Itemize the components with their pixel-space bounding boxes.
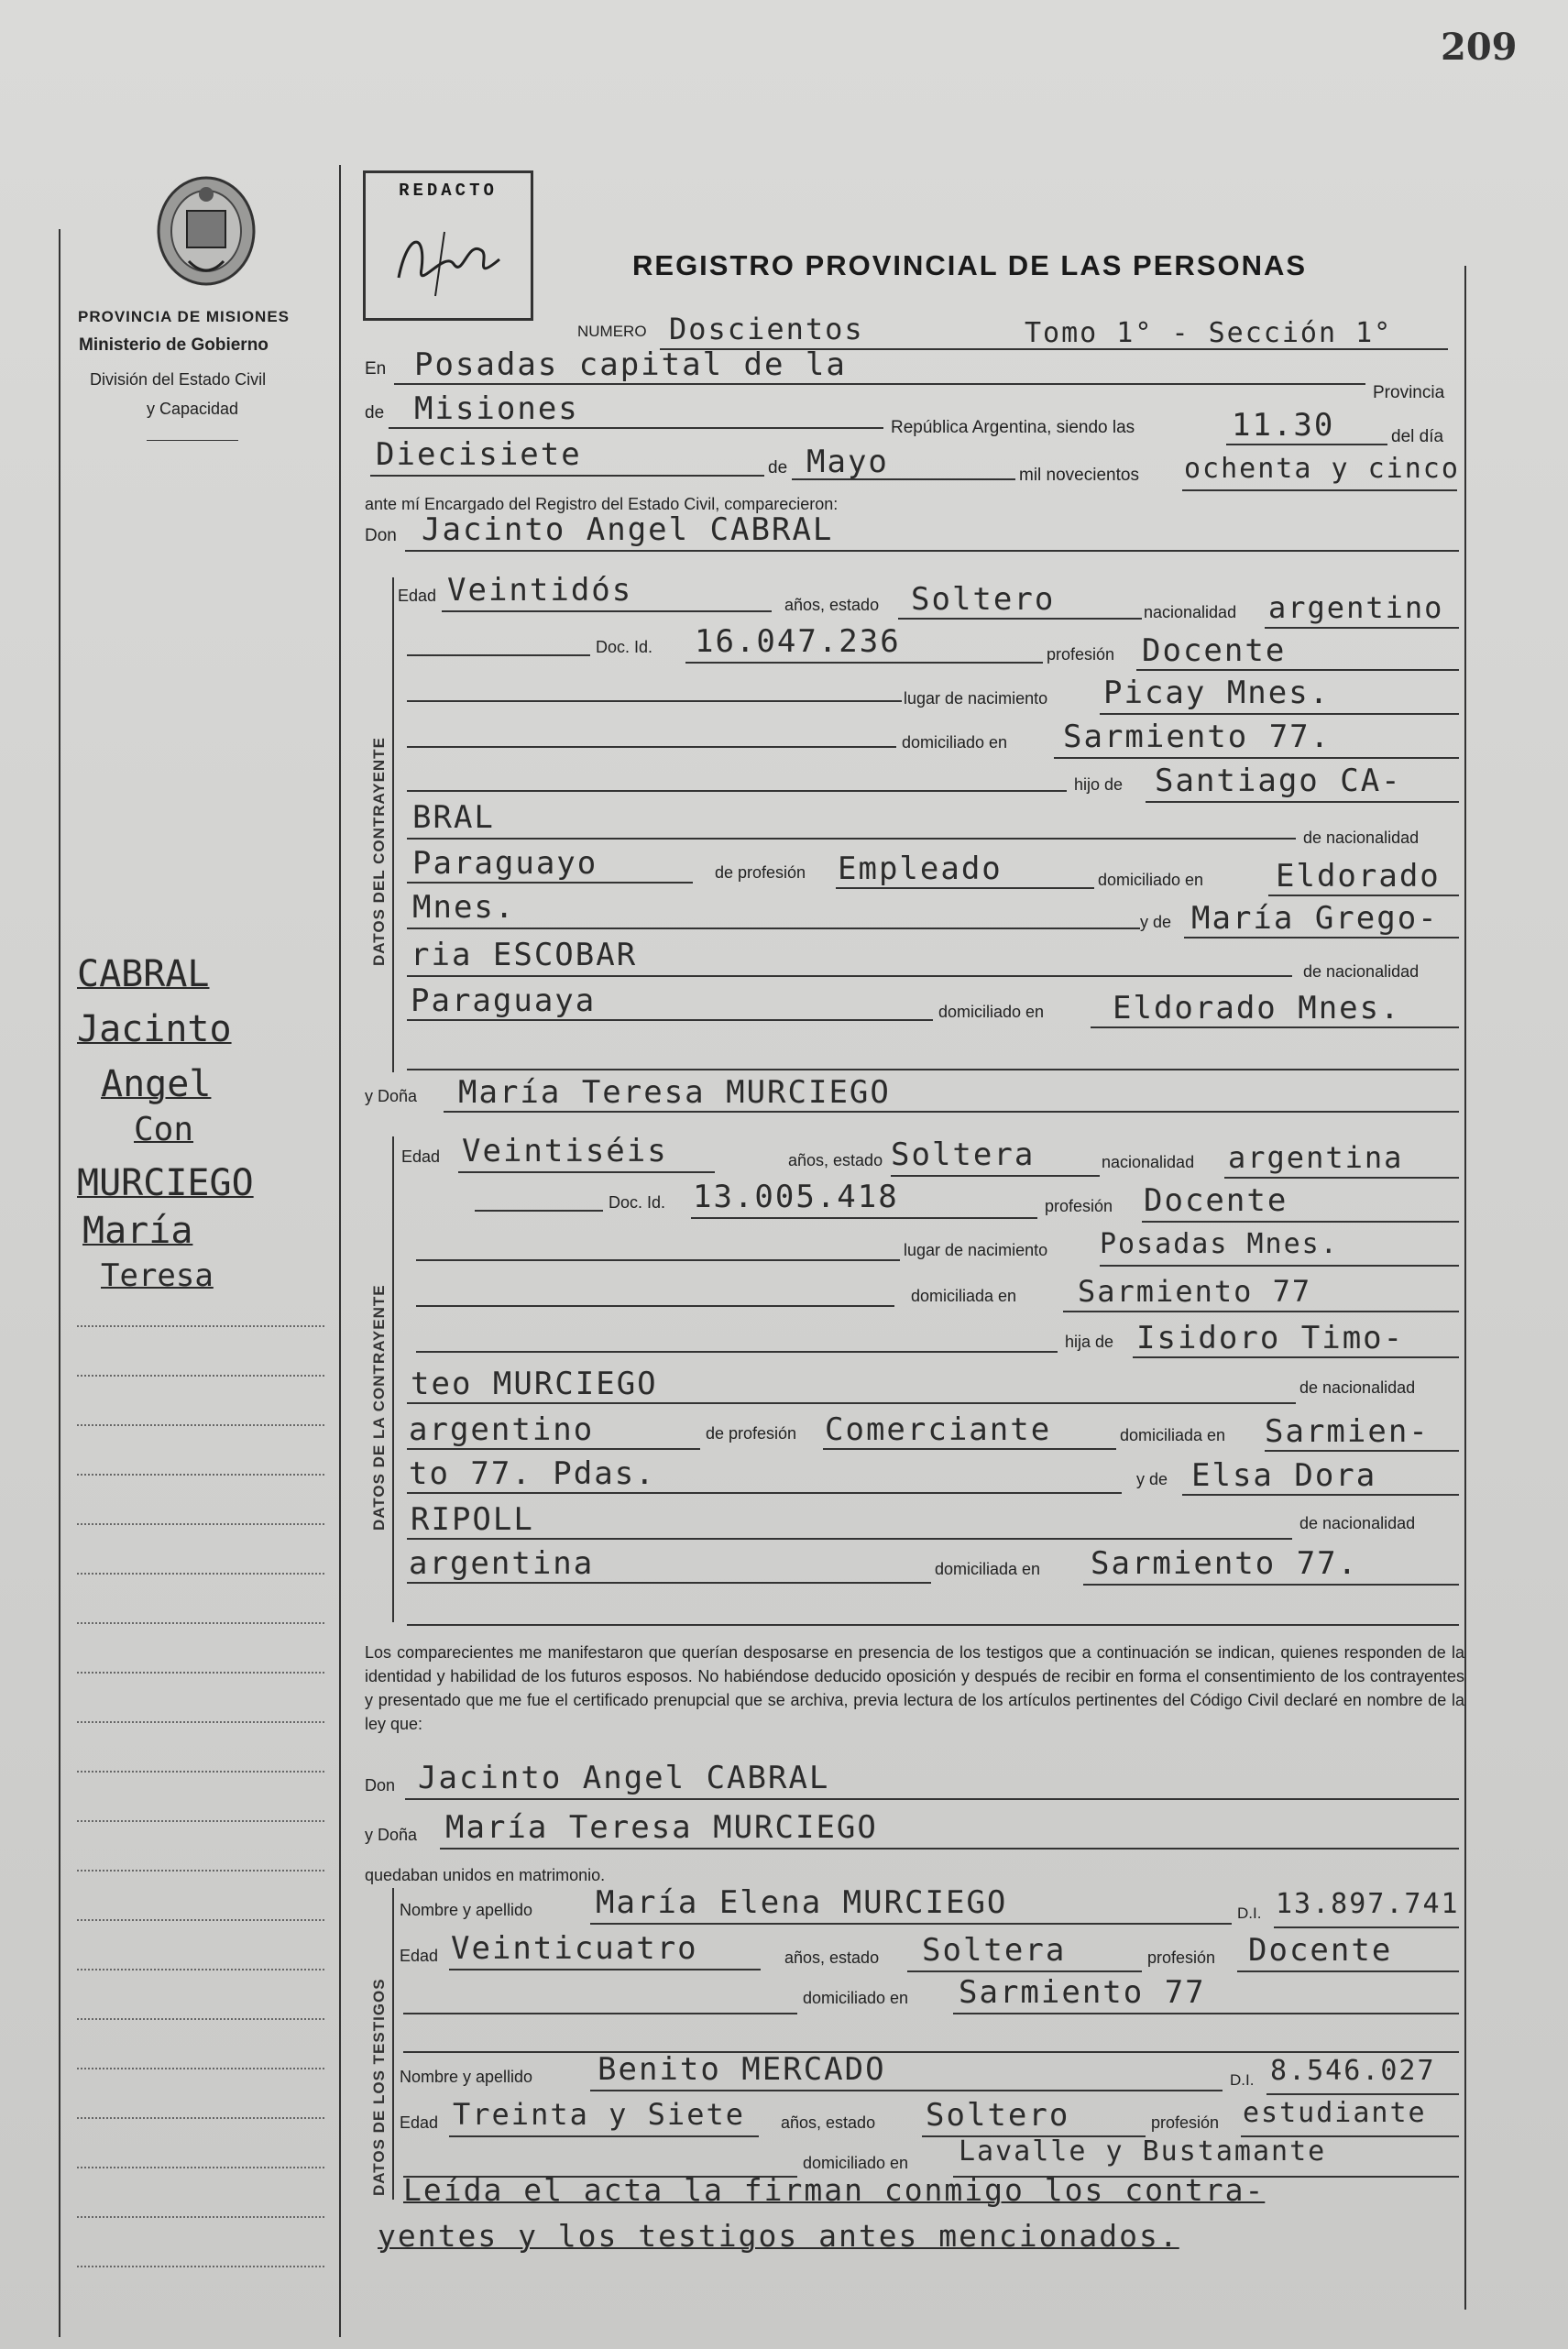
side-label-contrayente: DATOS DEL CONTRAYENTE [370, 737, 388, 966]
redacto-stamp [363, 170, 533, 321]
redacto-signature [380, 214, 514, 305]
f-lugar-label: lugar de nacimiento [904, 1241, 1048, 1259]
en-line [394, 383, 1365, 385]
contrayenta-bracket [392, 1136, 394, 1622]
de-mes-label: de [768, 458, 788, 477]
t2-di-line [1266, 2093, 1459, 2095]
c-nac-label: nacionalidad [1144, 603, 1237, 621]
margin-dotted-line [77, 1622, 324, 1624]
margin-dotted-line [77, 1573, 324, 1575]
margin-dotted-line [77, 1375, 324, 1377]
margin-dotted-line [77, 2216, 324, 2218]
margin-note-1: CABRAL [77, 953, 210, 995]
f-dom-label: domiciliada en [911, 1287, 1017, 1305]
margin-dotted-line [77, 2117, 324, 2119]
f-lugar-value: Posadas Mnes. [1100, 1228, 1339, 1260]
hora-value: 11.30 [1232, 407, 1335, 444]
c-doc-line [685, 662, 1043, 664]
f-nac-label: nacionalidad [1102, 1153, 1195, 1171]
c-lugar-value: Picay Mnes. [1103, 675, 1331, 711]
c-lugar-line [1100, 713, 1459, 715]
t1-di-label: D.I. [1237, 1904, 1262, 1922]
provincia-value: Misiones [414, 390, 579, 427]
margin-note-3: Angel [101, 1063, 212, 1105]
c-dom-value: Sarmiento 77. [1063, 719, 1332, 755]
f-madre-2-line [407, 1538, 1292, 1540]
en-label: En [365, 359, 387, 379]
y-dona-value: María Teresa MURCIEGO [458, 1074, 891, 1111]
en-value: Posadas capital de la [414, 346, 847, 383]
f-madre-dom-value: Sarmiento 77. [1091, 1545, 1359, 1582]
contrayente-bracket [392, 577, 394, 1072]
f-dom-lead-line [416, 1305, 894, 1307]
c-padre-2-line [407, 838, 1296, 840]
margin-border-right [339, 165, 341, 2337]
c-edad-label: Edad [398, 587, 437, 605]
union-don-line [405, 1798, 1459, 1800]
f-padre-dom-1-value: Sarmien- [1265, 1413, 1430, 1450]
f-hija-line [1133, 1356, 1459, 1358]
y-dona-line [444, 1111, 1459, 1113]
closing-line-2: yentes y los testigos antes mencionados. [378, 2218, 1179, 2254]
f-madre-dom-line [1083, 1584, 1459, 1586]
f-madre-line [1182, 1494, 1459, 1496]
coat-of-arms-seal [152, 174, 260, 293]
c-estado-label: años, estado [784, 596, 880, 614]
c-padre-dom-line [1268, 895, 1459, 896]
ministry-heading: Ministerio de Gobierno [79, 335, 269, 355]
provincia-label: Provincia [1373, 383, 1445, 402]
mil-novecientos-label: mil novecientos [1019, 466, 1139, 485]
t1-estado-label: años, estado [784, 1948, 880, 1967]
margin-dotted-line [77, 1820, 324, 1822]
dia-line [370, 475, 764, 477]
t1-dom-line [953, 2013, 1459, 2014]
union-dona-line [440, 1848, 1459, 1850]
division-heading-1: División del Estado Civil [90, 370, 267, 389]
t1-estado-line [907, 1970, 1142, 1972]
c-doc-lead-line [407, 654, 590, 656]
c-madre-1-value: María Grego- [1191, 900, 1439, 937]
province-heading: PROVINCIA DE MISIONES [78, 308, 291, 325]
division-heading-2: y Capacidad [147, 400, 239, 418]
c-estado-value: Soltero [911, 581, 1056, 618]
t1-edad-label: Edad [400, 1947, 439, 1965]
f-padre-dom-2-value: to 77. Pdas. [409, 1455, 656, 1492]
margin-dotted-line [77, 1325, 324, 1327]
f-padre-prof-label: de profesión [706, 1424, 797, 1443]
t2-di-label: D.I. [1230, 2071, 1255, 2089]
c-lugar-lead-line [407, 700, 902, 702]
c-padre-prof-label: de profesión [715, 863, 806, 882]
margin-note-5: MURCIEGO [77, 1162, 254, 1204]
c-madre-nac-line [407, 1019, 933, 1021]
c-madre-line [1184, 937, 1459, 939]
f-edad-line [458, 1171, 715, 1173]
margin-dotted-line [77, 1474, 324, 1476]
margin-dotted-line [77, 1870, 324, 1872]
dia-value: Diecisiete [376, 436, 582, 473]
t2-nombre-value: Benito MERCADO [598, 2051, 886, 2088]
f-nac-value: argentina [1228, 1140, 1404, 1175]
f-dom-line [1063, 1311, 1459, 1312]
f-padre-nac-label: de nacionalidad [1299, 1378, 1416, 1397]
t2-edad-line [449, 2135, 759, 2137]
margin-dotted-line [77, 2266, 324, 2267]
page-number: 209 [1441, 26, 1518, 69]
f-y-de-label: y de [1136, 1470, 1168, 1488]
t2-di-value: 8.546.027 [1270, 2055, 1436, 2087]
don-line [405, 550, 1459, 552]
t2-estado-label: años, estado [781, 2113, 876, 2132]
margin-dotted-line [77, 2167, 324, 2168]
margin-dotted-line [77, 1424, 324, 1426]
c-madre-2-line [407, 975, 1292, 977]
union-don-label: Don [365, 1776, 396, 1795]
f-edad-value: Veintiséis [462, 1133, 668, 1169]
union-don-value: Jacinto Angel CABRAL [418, 1760, 830, 1796]
t2-nombre-line [590, 2090, 1223, 2091]
t2-estado-value: Soltero [926, 2097, 1070, 2134]
numero-label: NUMERO [577, 323, 647, 340]
f-blank-line [407, 1624, 1459, 1626]
f-madre-dom-label: domiciliada en [935, 1560, 1041, 1578]
c-doc-value: 16.047.236 [695, 623, 901, 660]
margin-note-6: María [82, 1210, 193, 1252]
margin-dotted-line [77, 2068, 324, 2069]
side-label-testigos: DATOS DE LOS TESTIGOS [370, 1978, 388, 2196]
margin-dotted-line [77, 1721, 324, 1723]
f-estado-label: años, estado [788, 1151, 883, 1169]
form-border-right [1464, 266, 1466, 2310]
union-dona-label: y Doña [365, 1826, 418, 1844]
don-label: Don [365, 526, 397, 545]
page-title: REGISTRO PROVINCIAL DE LAS PERSONAS [632, 249, 1308, 281]
t1-nombre-value: María Elena MURCIEGO [596, 1884, 1008, 1921]
c-dom-label: domiciliado en [902, 733, 1008, 752]
margin-dotted-line [77, 1771, 324, 1773]
margin-dotted-line [77, 2018, 324, 2020]
c-edad-value: Veintidós [447, 572, 633, 609]
don-value: Jacinto Angel CABRAL [422, 511, 834, 548]
c-edad-line [442, 610, 772, 612]
union-dona-value: María Teresa MURCIEGO [445, 1809, 878, 1846]
c-prof-line [1136, 669, 1459, 671]
c-hijo-line [1146, 801, 1459, 803]
c-madre-dom-label: domiciliado en [938, 1003, 1045, 1021]
c-padre-dom-2-line [407, 928, 1140, 929]
t1-dom-label: domiciliado en [803, 1989, 909, 2007]
margin-note-4: Con [134, 1111, 194, 1148]
c-padre-prof-value: Empleado [838, 851, 1003, 887]
f-prof-line [1142, 1221, 1459, 1223]
c-madre-dom-value: Eldorado Mnes. [1113, 990, 1401, 1026]
f-padre-dom-2-line [407, 1492, 1122, 1494]
f-estado-line [891, 1175, 1100, 1177]
c-prof-value: Docente [1142, 632, 1287, 669]
c-padre-nac-line [407, 882, 693, 884]
margin-note-2: Jacinto [77, 1008, 232, 1050]
c-lugar-label: lugar de nacimiento [904, 689, 1048, 708]
t2-edad-value: Treinta y Siete [453, 2097, 745, 2132]
f-edad-label: Edad [401, 1147, 441, 1166]
c-dom-line [1054, 757, 1459, 759]
f-doc-line [691, 1217, 1037, 1219]
t2-dom-value: Lavalle y Bustamante [959, 2135, 1327, 2168]
ante-mi-text: ante mí Encargado del Registro del Estado Civil, comparecieron: [365, 495, 839, 513]
t1-nombre-label: Nombre y apellido [400, 1901, 533, 1919]
c-madre-nac-label: de nacionalidad [1303, 962, 1420, 981]
declaration-paragraph: Los comparecientes me manifestaron que querían desposarse en presencia de los testigos que a continuación se indican, quienes responden de la identidad y habilidad de los futuros esposos. No habiéndose deducido oposición y después de recibir en forma el consentimiento de los contrayentes y presentado que me fue el certificado prenupcial que se archiva, previa lectura de los artículos pertinentes del Código Civil declaré en nombre de la ley que: [365, 1643, 1464, 1733]
t1-edad-line [449, 1969, 761, 1970]
f-madre-nac-label: de nacionalidad [1299, 1514, 1416, 1532]
c-padre-dom-label: domiciliado en [1098, 871, 1204, 889]
t1-prof-label: profesión [1147, 1948, 1216, 1967]
t1-edad-value: Veinticuatro [451, 1930, 698, 1967]
t2-nombre-label: Nombre y apellido [400, 2068, 533, 2086]
quedaban-text: quedaban unidos en matrimonio. [365, 1866, 606, 1884]
c-padre-dom-2-value: Mnes. [412, 889, 516, 926]
mes-value: Mayo [806, 444, 889, 480]
c-padre-dom-1-value: Eldorado [1276, 858, 1441, 895]
y-dona-label: y Doña [365, 1087, 418, 1105]
f-madre-nac-line [407, 1582, 931, 1584]
t1-di-line [1274, 1926, 1459, 1928]
margin-dotted-line [77, 1672, 324, 1674]
c-padre-1-value: Santiago CA- [1155, 763, 1402, 799]
f-padre-nac-value: argentino [409, 1411, 595, 1448]
t-separator-line [403, 2051, 1459, 2053]
c-nac-value: argentino [1268, 590, 1444, 625]
c-hijo-lead-line [407, 790, 1067, 792]
f-padre-1-value: Isidoro Timo- [1136, 1320, 1405, 1356]
header-rule [147, 440, 238, 441]
t2-prof-value: estudiante [1243, 2097, 1427, 2129]
f-prof-label: profesión [1045, 1197, 1113, 1215]
tomo-value: Tomo 1° - Sección 1° [1025, 317, 1393, 349]
f-padre-dom-line [1265, 1450, 1459, 1452]
c-madre-nac-value: Paraguaya [411, 982, 597, 1019]
c-padre-nac-value: Paraguayo [412, 845, 598, 882]
f-padre-nac-line [407, 1448, 700, 1450]
f-padre-prof-line [823, 1448, 1116, 1450]
provincia-line [389, 427, 883, 429]
numero-value: Doscientos [669, 312, 864, 346]
f-padre-2-line [407, 1402, 1296, 1404]
margin-note-7: Teresa [101, 1257, 214, 1294]
redacto-label: REDACTO [399, 181, 498, 201]
t2-edad-label: Edad [400, 2113, 439, 2132]
f-dom-value: Sarmiento 77 [1078, 1274, 1312, 1309]
t1-dom-value: Sarmiento 77 [959, 1974, 1206, 2011]
f-nac-line [1224, 1177, 1459, 1179]
f-madre-2-value: RIPOLL [411, 1501, 534, 1538]
f-lugar-lead-line [416, 1259, 900, 1261]
f-hija-lead-line [416, 1351, 1058, 1353]
t1-dom-lead-line [403, 2013, 797, 2014]
t1-di-value: 13.897.741 [1276, 1888, 1460, 1920]
anio-line [1182, 489, 1457, 491]
c-madre-2-value: ria ESCOBAR [411, 937, 638, 973]
c-y-de-label: y de [1140, 913, 1172, 931]
c-doc-label: Doc. Id. [596, 638, 653, 656]
t1-estado-value: Soltera [922, 1932, 1067, 1969]
margin-dotted-line [77, 1523, 324, 1525]
f-madre-nac-value: argentina [409, 1545, 595, 1582]
t1-prof-line [1237, 1970, 1459, 1972]
f-padre-dom-label: domiciliada en [1120, 1426, 1226, 1444]
c-prof-label: profesión [1047, 645, 1115, 664]
c-padre-nac-label: de nacionalidad [1303, 829, 1420, 847]
f-prof-value: Docente [1144, 1182, 1288, 1219]
testigos-bracket [392, 1888, 394, 2200]
f-estado-value: Soltera [891, 1136, 1036, 1173]
f-lugar-line [1100, 1265, 1459, 1267]
f-madre-1-value: Elsa Dora [1191, 1457, 1377, 1494]
c-estado-line [898, 618, 1142, 620]
hora-line [1226, 444, 1387, 445]
f-doc-value: 13.005.418 [693, 1179, 899, 1215]
f-doc-lead-line [475, 1210, 603, 1212]
c-hijo-label: hijo de [1074, 775, 1124, 794]
f-hija-label: hija de [1065, 1333, 1114, 1351]
f-doc-label: Doc. Id. [609, 1193, 666, 1212]
republica-label: República Argentina, siendo las [891, 418, 1135, 437]
del-dia-label: del día [1391, 427, 1444, 446]
t1-nombre-line [590, 1923, 1232, 1925]
c-padre-prof-line [836, 887, 1094, 889]
margin-border-left [59, 229, 60, 2337]
margin-dotted-line [77, 1919, 324, 1921]
f-padre-prof-value: Comerciante [825, 1411, 1052, 1448]
de-label: de [365, 403, 385, 423]
t1-prof-value: Docente [1248, 1932, 1393, 1969]
c-blank-line [407, 1069, 1459, 1070]
t2-prof-label: profesión [1151, 2113, 1220, 2132]
c-nac-line [1265, 627, 1459, 629]
anio-value: ochenta y cinco [1184, 453, 1460, 485]
side-label-contrayenta: DATOS DE LA CONTRAYENTE [370, 1284, 388, 1531]
c-dom-lead-line [407, 746, 896, 748]
margin-dotted-line [77, 1969, 324, 1970]
t2-dom-label: domiciliado en [803, 2154, 909, 2172]
closing-line-1: Leída el acta la firman conmigo los contra- [403, 2172, 1266, 2208]
f-padre-2-value: teo MURCIEGO [411, 1366, 658, 1402]
c-padre-2-value: BRAL [412, 799, 495, 836]
c-madre-dom-line [1091, 1026, 1459, 1028]
